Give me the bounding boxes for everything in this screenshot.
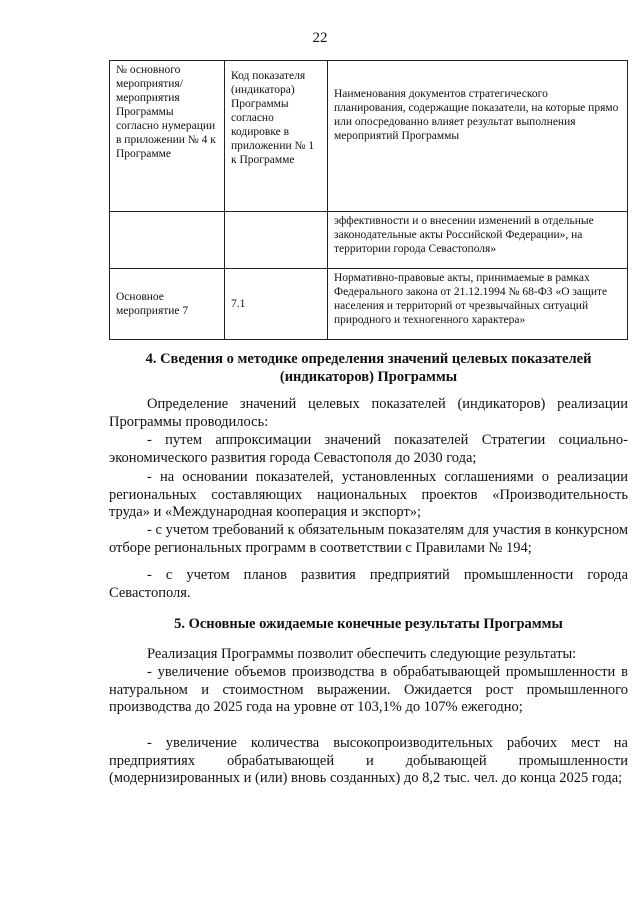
- paragraph: - с учетом планов развития предприятий промышленности города Севастополя.: [109, 567, 628, 601]
- table-row: [110, 212, 628, 269]
- section-4-title: 4. Сведения о методике определения значений целевых показателей (индикаторов) Программы: [145, 351, 592, 385]
- paragraph: - с учетом требований к обязательным показателям для участия в конкурсном отборе региональных программ в соответствии с Правилами № 194;: [109, 522, 628, 556]
- table-row: [110, 269, 628, 340]
- table-cell: [225, 212, 328, 269]
- header-cell-event-number: № основного мероприятия/ мероприятия Программы согласно нумерации в приложении № 4 к Программе: [110, 61, 225, 212]
- table-cell: эффективности и о внесении изменений в отдельные законодательные акты Российской Федерации», на территории города Севастополя»: [328, 212, 628, 269]
- table-cell: Нормативно-правовые акты, принимаемые в рамках Федерального закона от 21.12.1994 № 68-ФЗ «О защите населения и территорий от чрезвычайных ситуаций природного и техногенного характера»: [328, 269, 628, 340]
- section-5-title: 5. Основные ожидаемые конечные результаты Программы: [174, 616, 563, 632]
- header-cell-documents: Наименования документов стратегического планирования, содержащие показатели, на которые прямо или опосредованно влияет результат выполнения мероприятий Программы: [328, 61, 628, 212]
- header-cell-indicator-code: Код показателя (индикатора) Программы согласно кодировке в приложении № 1 к Программе: [225, 61, 328, 212]
- table-cell: 7.1: [225, 269, 328, 340]
- paragraph: - увеличение количества высокопроизводительных рабочих мест на предприятиях обрабатывающей и добывающей промышленности (модернизированных и (или) вновь созданных) до 8,2 тыс. чел. до конца 2025 года;: [109, 735, 628, 786]
- table-cell: Основное мероприятие 7: [110, 269, 225, 340]
- paragraph: - путем аппроксимации значений показателей Стратегии социально-экономического развития города Севастополя до 2030 года;: [109, 432, 628, 466]
- paragraph: Реализация Программы позволит обеспечить следующие результаты:: [147, 646, 577, 662]
- paragraph: - увеличение объемов производства в обрабатывающей промышленности в натуральном и стоимостном выражении. Ожидается рост промышленного производства до 2025 года на уровне от 103,1% до 107% ежегодно;: [109, 664, 628, 715]
- table-cell: [110, 212, 225, 269]
- documents-table: [109, 60, 628, 340]
- paragraph: - на основании показателей, установленных соглашениями о реализации региональных составляющих национальных проектов «Производительность труда» и «Международная кооперация и экспорт»;: [109, 469, 628, 520]
- table-header-row: [110, 61, 628, 212]
- paragraph: Определение значений целевых показателей (индикаторов) реализации Программы проводилось:: [109, 396, 628, 430]
- page-number: 22: [312, 30, 328, 46]
